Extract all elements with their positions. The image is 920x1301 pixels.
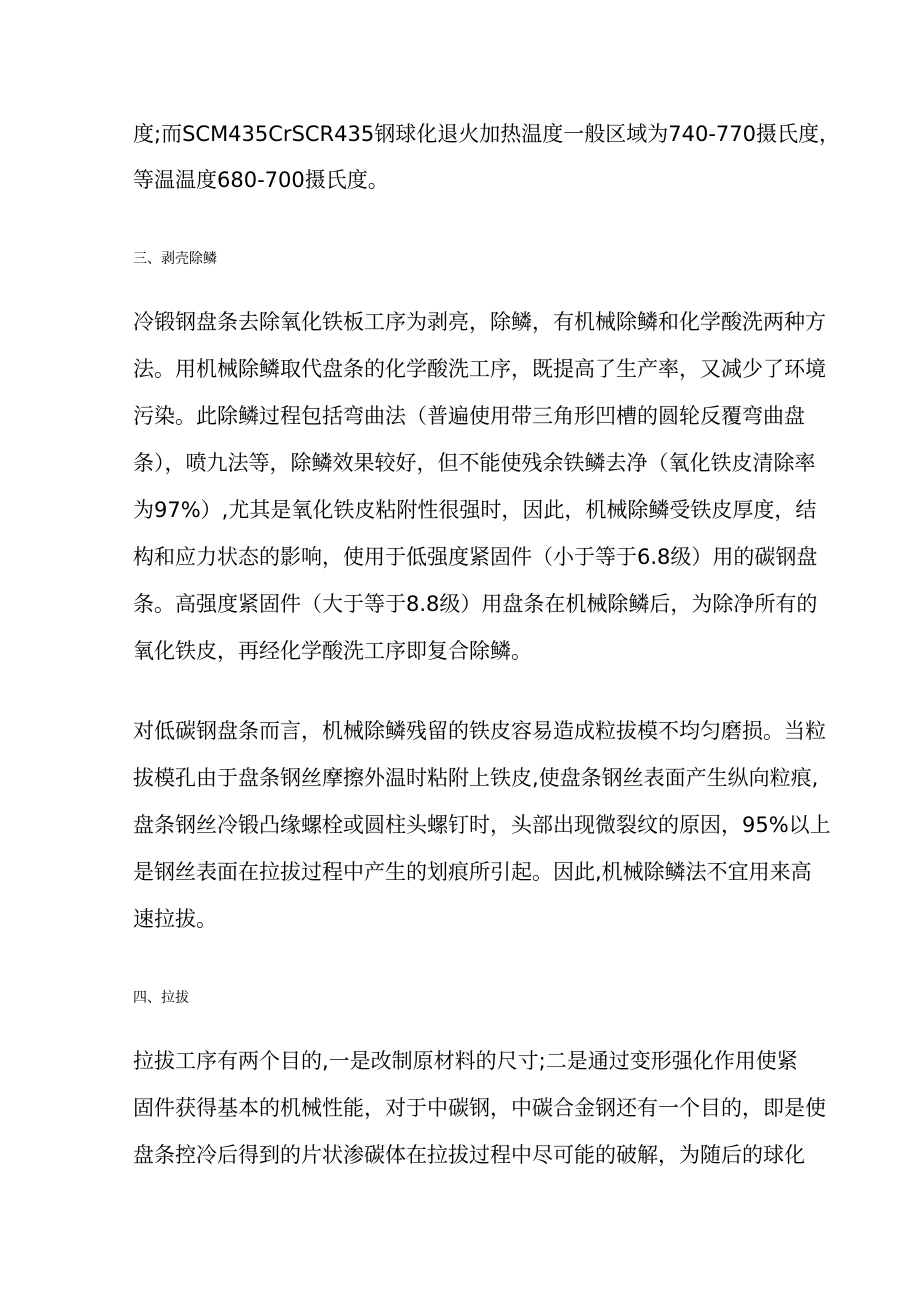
paragraph-3-line-4: 是钢丝表面在拉拔过程中产生的划痕所引起。因此,机械除鳞法不宜用来高 [133,860,812,884]
paragraph-1-line-2: 等温温度680-700摄氏度。 [133,168,389,192]
paragraph-2-line-2: 法。用机械除鳞取代盘条的化学酸洗工序，既提高了生产率，又减少了环境 [133,357,826,381]
paragraph-3-line-1: 对低碳钢盘条而言，机械除鳞残留的铁皮容易造成粒拔模不均匀磨损。当粒 [133,719,826,743]
paragraph-2-line-7: 条。高强度紧固件（大于等于8.8级）用盘条在机械除鳞后，为除净所有的 [133,592,818,616]
paragraph-3-line-3: 盘条钢丝冷锻凸缘螺栓或圆柱头螺钉时，头部出现微裂纹的原因，95%以上 [133,813,831,837]
paragraph-2-line-1: 冷锻钢盘条去除氧化铁板工序为剥亮，除鳞，有机械除鳞和化学酸洗两种方 [133,310,826,334]
section-heading-3: 三、剥壳除鳞 [133,251,217,267]
section-heading-4: 四、拉拔 [133,990,189,1006]
paragraph-2-line-4: 条），喷九法等，除鳞效果较好，但不能使残余铁鳞去净（氧化铁皮清除率 [133,451,816,475]
paragraph-3-line-5: 速拉拔。 [133,907,217,931]
paragraph-4-line-1: 拉拔工序有两个目的,一是改制原材料的尺寸;二是通过变形强化作用使紧 [133,1049,798,1073]
paragraph-3-line-2: 拔模孔由于盘条钢丝摩擦外温时粘附上铁皮,使盘条钢丝表面产生纵向粒痕, [133,766,819,790]
paragraph-2-line-6: 构和应力状态的影响，使用于低强度紧固件（小于等于6.8级）用的碳钢盘 [133,545,818,569]
paragraph-4-line-2: 固件获得基本的机械性能，对于中碳钢，中碳合金钢还有一个目的，即是使 [133,1096,826,1120]
paragraph-2-line-8: 氧化铁皮，再经化学酸洗工序即复合除鳞。 [133,639,532,663]
paragraph-4-line-3: 盘条控冷后得到的片状渗碳体在拉拔过程中尽可能的破解，为随后的球化 [133,1143,805,1167]
paragraph-1-line-1: 度;而SCM435CrSCR435钢球化退火加热温度一般区域为740-770摄氏度， [133,122,840,146]
paragraph-2-line-5: 为97%）,尤其是氧化铁皮粘附性很强时，因此，机械除鳞受铁皮厚度，结 [133,498,817,522]
paragraph-2-line-3: 污染。此除鳞过程包括弯曲法（普遍使用带三角形凹槽的圆轮反覆弯曲盘 [133,404,805,428]
